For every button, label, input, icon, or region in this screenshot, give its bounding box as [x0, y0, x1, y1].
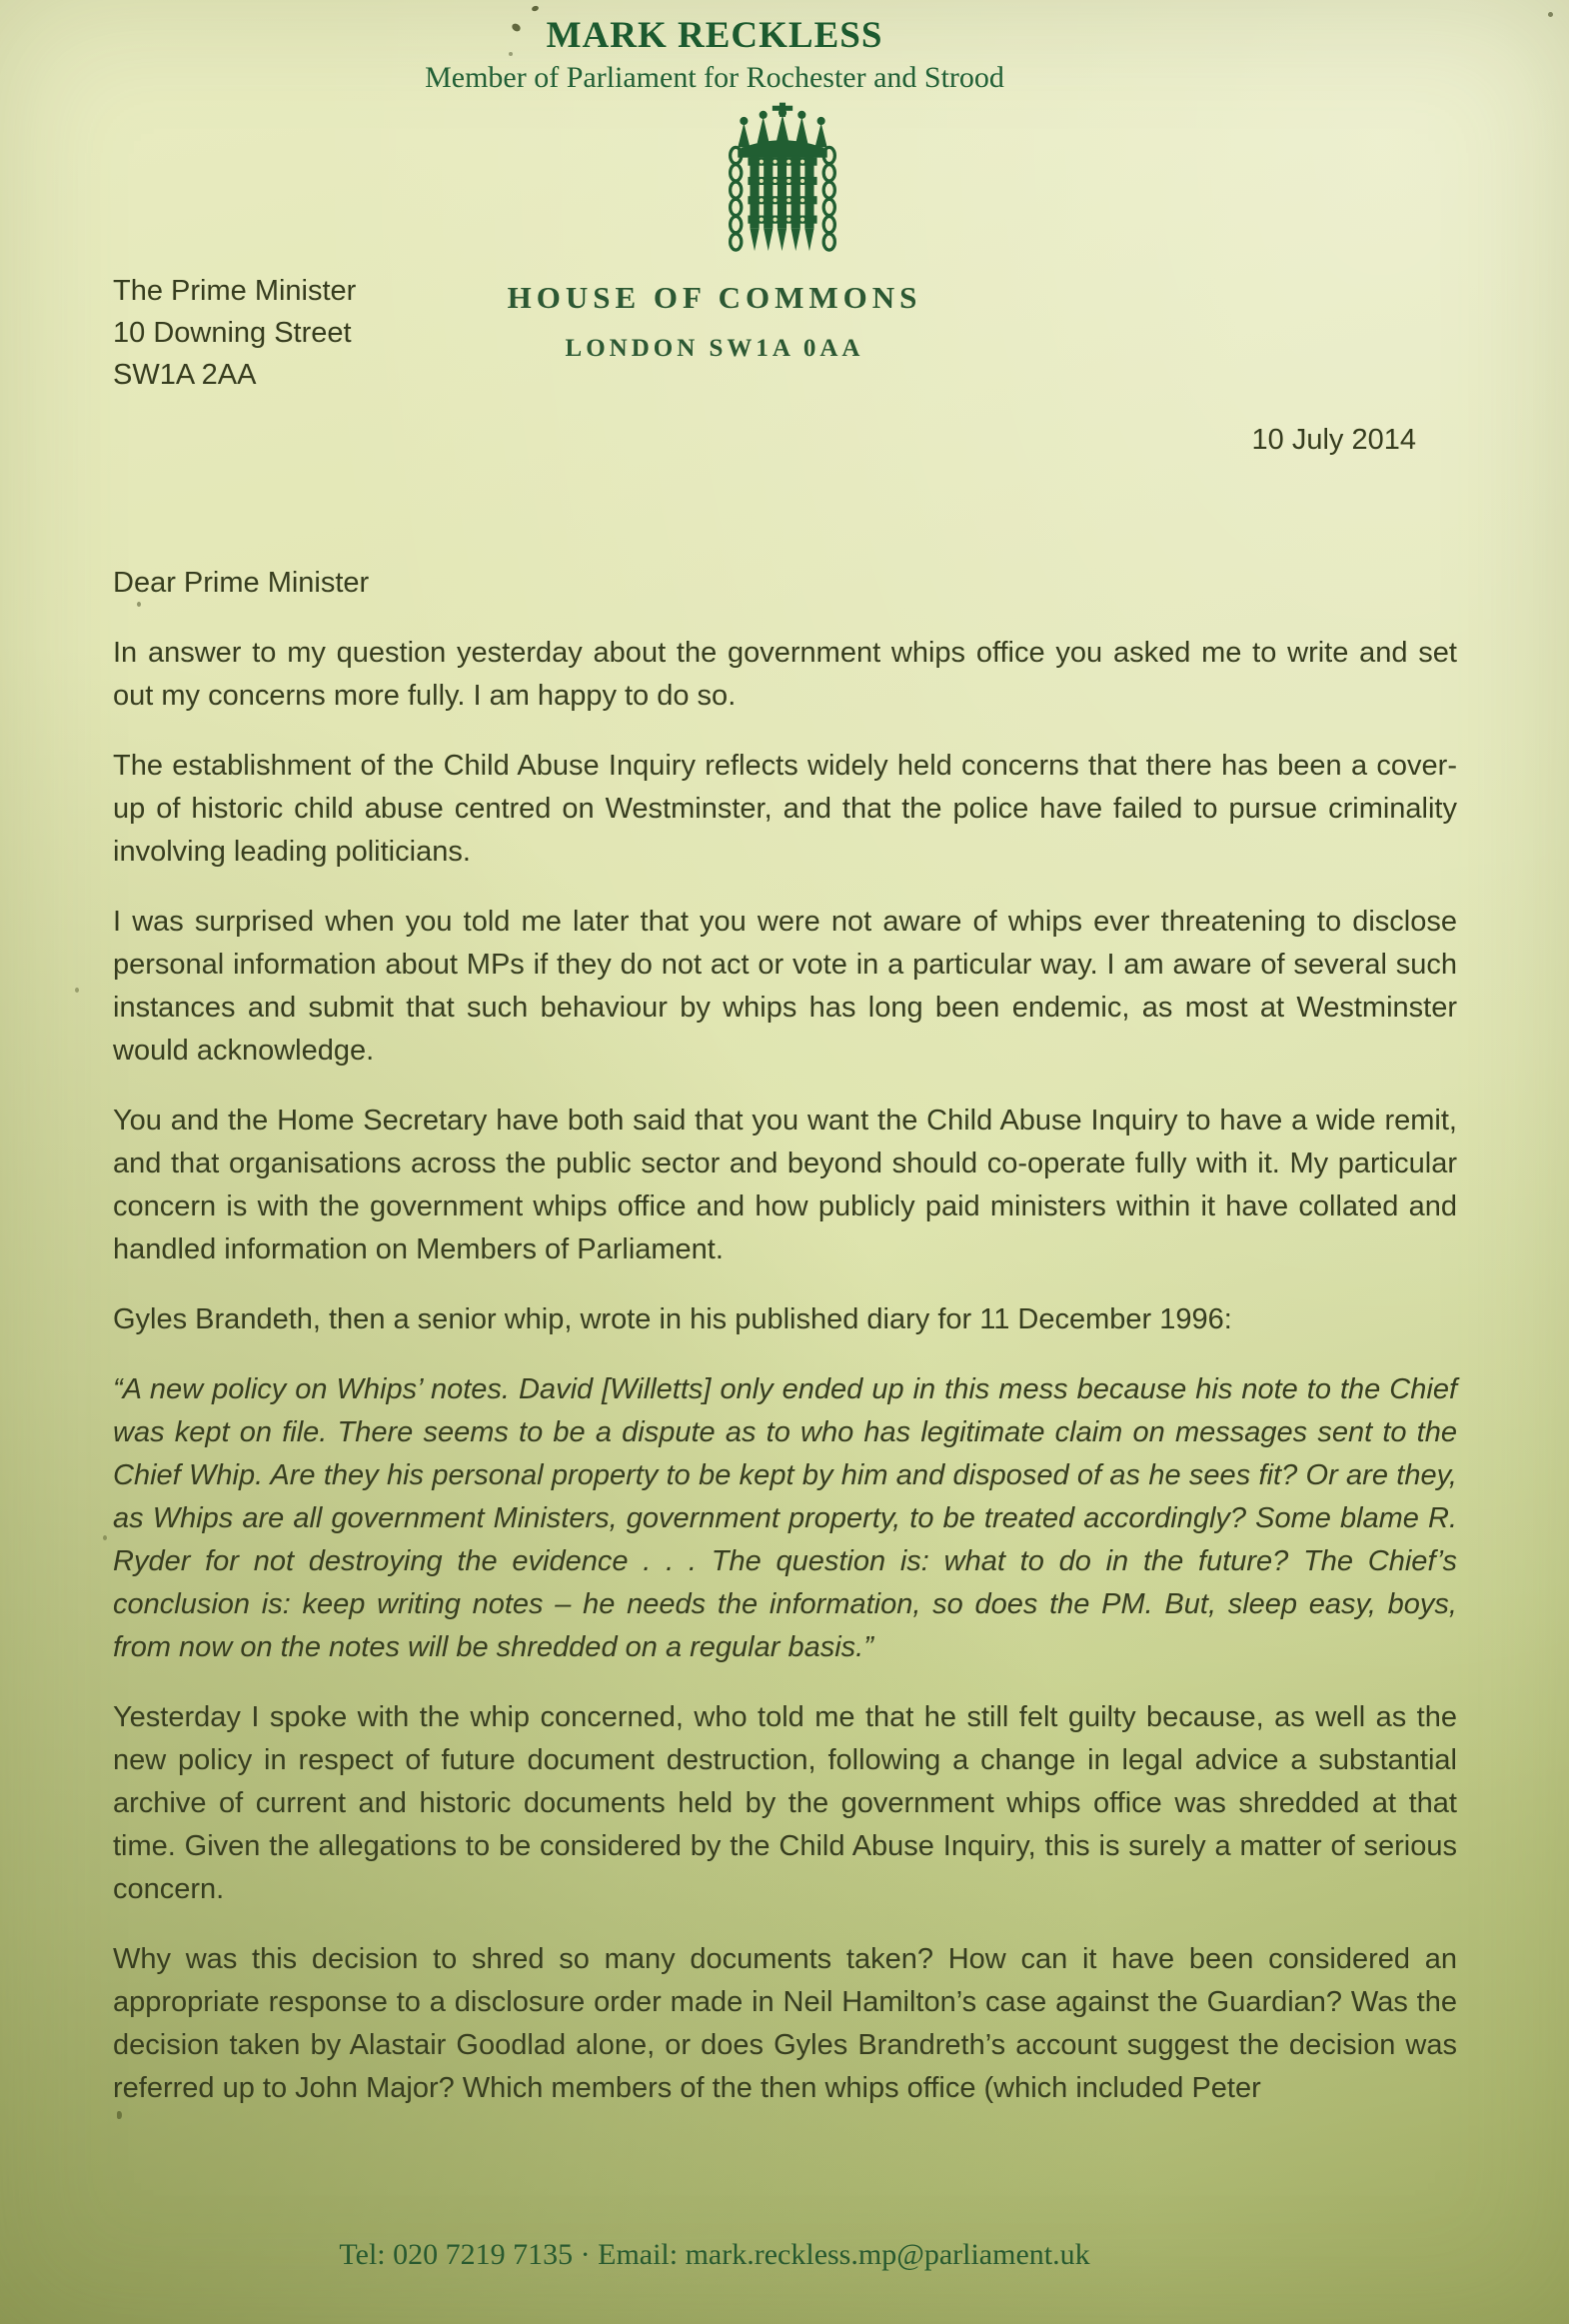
institution-name: HOUSE OF COMMONS [507, 280, 922, 315]
recipient-line: SW1A 2AA [113, 359, 257, 391]
scan-speck [509, 52, 513, 56]
recipient-address [113, 270, 356, 396]
recipient-line: 10 Downing Street [113, 317, 352, 349]
letter-body [113, 562, 1457, 2110]
house-of-commons-portcullis-icon [722, 102, 843, 266]
paragraph: Yesterday I spoke with the whip concerned, who told me that he still felt guilty because, as well as the new policy in respect of future document destruction, following a change in legal advice a substantial archive of current and historic documents held by the government whips office was shredded at that time. Given the allegations to be considered by the Child Abuse Inquiry, this is surely a matter of serious concern. [113, 1701, 1457, 1905]
diary-quote-paragraph: “A new policy on Whips’ notes. David [Willetts] only ended up in this mess because his note to the Chief was kept on file. There seems to be a dispute as to who has legitimate claim on messages sent to the Chief Whip. Are they his personal property to be kept by him and disposed of as he sees fit? Or are they, as Whips are all government Ministers, government property, to be treated accordingly? Some blame R. Ryder for not destroying the evidence . . . The question is: what to do in the future? The Chief’s conclusion is: keep writing notes – he needs the information, so does the PM. But, sleep easy, boys, from now on the notes will be shredded on a regular basis.” [113, 1373, 1457, 1663]
scan-speck [117, 2111, 122, 2119]
scan-speck [75, 988, 79, 993]
footer-contact: Tel: 020 7219 7135 · Email: mark.reckless.mp@parliament.uk [339, 2238, 1090, 2271]
institution-address: LONDON SW1A 0AA [565, 335, 864, 362]
paragraph: Gyles Brandeth, then a senior whip, wrote in his published diary for 11 December 1996: [113, 1303, 1232, 1335]
paragraph: I was surprised when you told me later that you were not aware of whips ever threatening to disclose personal information about MPs if they do not act or vote in a particular way. I am aware of several such instances and submit that such behaviour by whips has long been endemic, as most at Westminster would acknowledge. [113, 906, 1457, 1067]
scan-speck [1548, 12, 1553, 17]
letter-date: 10 July 2014 [1251, 424, 1416, 456]
mp-name: MARK RECKLESS [546, 15, 883, 56]
recipient-line: The Prime Minister [113, 275, 357, 307]
paragraph: Why was this decision to shred so many documents taken? How can it have been considered an appropriate response to a disclosure order made in Neil Hamilton’s case against the Guardian? Was the decision taken by Alastair Goodlad alone, or does Gyles Brandreth’s account suggest the decision was referred up to John Major? Which members of the then whips office (which included Peter [113, 1943, 1457, 2104]
scan-speck [137, 602, 141, 607]
paragraph: You and the Home Secretary have both said that you want the Child Abuse Inquiry to have a wide remit, and that organisations across the public sector and beyond should co-operate fully with it. My particular concern is with the government whips office and how publicly paid ministers within it have collated and handled information on Members of Parliament. [113, 1105, 1457, 1265]
salutation: Dear Prime Minister [113, 567, 370, 599]
mp-role: Member of Parliament for Rochester and Strood [425, 61, 1004, 94]
paragraph: In answer to my question yesterday about the government whips office you asked me to write and set out my concerns more fully. I am happy to do so. [113, 637, 1457, 712]
paragraph: The establishment of the Child Abuse Inquiry reflects widely held concerns that there has been a cover-up of historic child abuse centred on Westminster, and that the police have failed to pursue criminality involving leading politicians. [113, 750, 1457, 868]
scan-speck [531, 5, 539, 12]
letterhead [0, 14, 1429, 95]
scan-speck [103, 1535, 107, 1540]
